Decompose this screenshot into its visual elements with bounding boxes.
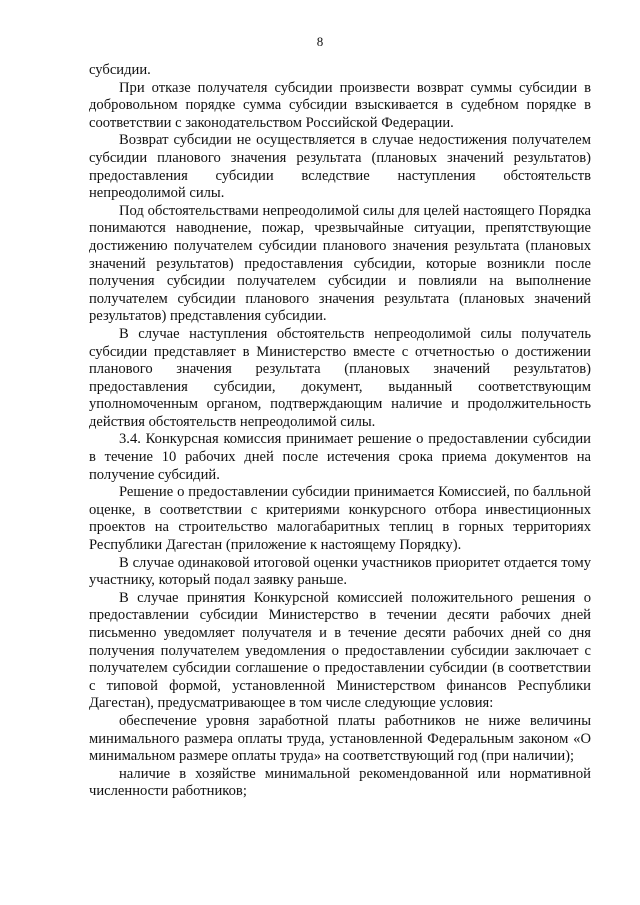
paragraph-force-majeure-definition: Под обстоятельствами непреодолимой силы для целей настоящего Порядка понимаются наводнение, пожар, чрезвычайные ситуации, препятствующие достижению получателем субсидии планового значения результата (плановых значений результатов) предоставления субсидии, которые возникли после получения субсидии получателем субсидии и повлияли на выполнение получателем субсидии планового значения результата (плановых значений результатов) представления субсидии. — [89, 202, 591, 325]
paragraph-decision-scoring: Решение о предоставлении субсидии принимается Комиссией, по балльной оценке, в соответствии с критериями конкурсного отбора инвестиционных проектов на строительство малогабаритных теплиц в горных территориях Республики Дагестан (приложение к настоящему Порядку). — [89, 484, 591, 554]
paragraph-condition-wages: обеспечение уровня заработной платы работников не ниже величины минимального размера оплаты труда, установленной Федеральным законом «О минимальном размере оплаты труда» на соответствующий год (при наличии); — [89, 712, 591, 765]
paragraph-section-3-4: 3.4. Конкурсная комиссия принимает решение о предоставлении субсидии в течение 10 рабочих дней после истечения срока приема документов на получение субсидий. — [89, 431, 591, 483]
page-number: 8 — [316, 34, 324, 49]
paragraph-positive-decision-agreement: В случае принятия Конкурсной комиссией положительного решения о предоставлении субсидии Министерство в течении десяти рабочих дней письменно уведомляет получателя и в течение десяти рабочих дней со дня получения получателем уведомления о предоставлении субсидии заключает с получателем субсидии соглашение о предоставлении субсидии (в соответствии с типовой формой, установленной Министерством финансов Республики Дагестан), предусматривающее в том числе следующие условия: — [89, 589, 591, 712]
paragraph-equal-score-priority: В случае одинаковой итоговой оценки участников приоритет отдается тому участнику, который подал заявку раньше. — [89, 554, 591, 589]
paragraph-continuation: субсидии. — [89, 62, 151, 78]
body-text — [89, 62, 591, 801]
paragraph-condition-staffing: наличие в хозяйстве минимальной рекомендованной или нормативной численности работников; — [89, 765, 591, 800]
paragraph-force-majeure-document: В случае наступления обстоятельств непреодолимой силы получатель субсидии представляет в Министерство вместе с отчетностью о достижении планового значения результата (плановых значений результатов) предоставления субсидии, документ, выданный соответствующим уполномоченным органом, подтверждающим наличие и продолжительность действия обстоятельств непреодолимой силы. — [89, 325, 591, 430]
paragraph-refusal-return: При отказе получателя субсидии произвести возврат суммы субсидии в добровольном порядке сумма субсидии взыскивается в судебном порядке в соответствии с законодательством Российской Федерации. — [89, 79, 591, 131]
paragraph-no-return-force-majeure: Возврат субсидии не осуществляется в случае недостижения получателем субсидии планового значения результата (плановых значений результатов) предоставления субсидии вследствие наступления обстоятельств непреодолимой силы. — [89, 132, 591, 202]
